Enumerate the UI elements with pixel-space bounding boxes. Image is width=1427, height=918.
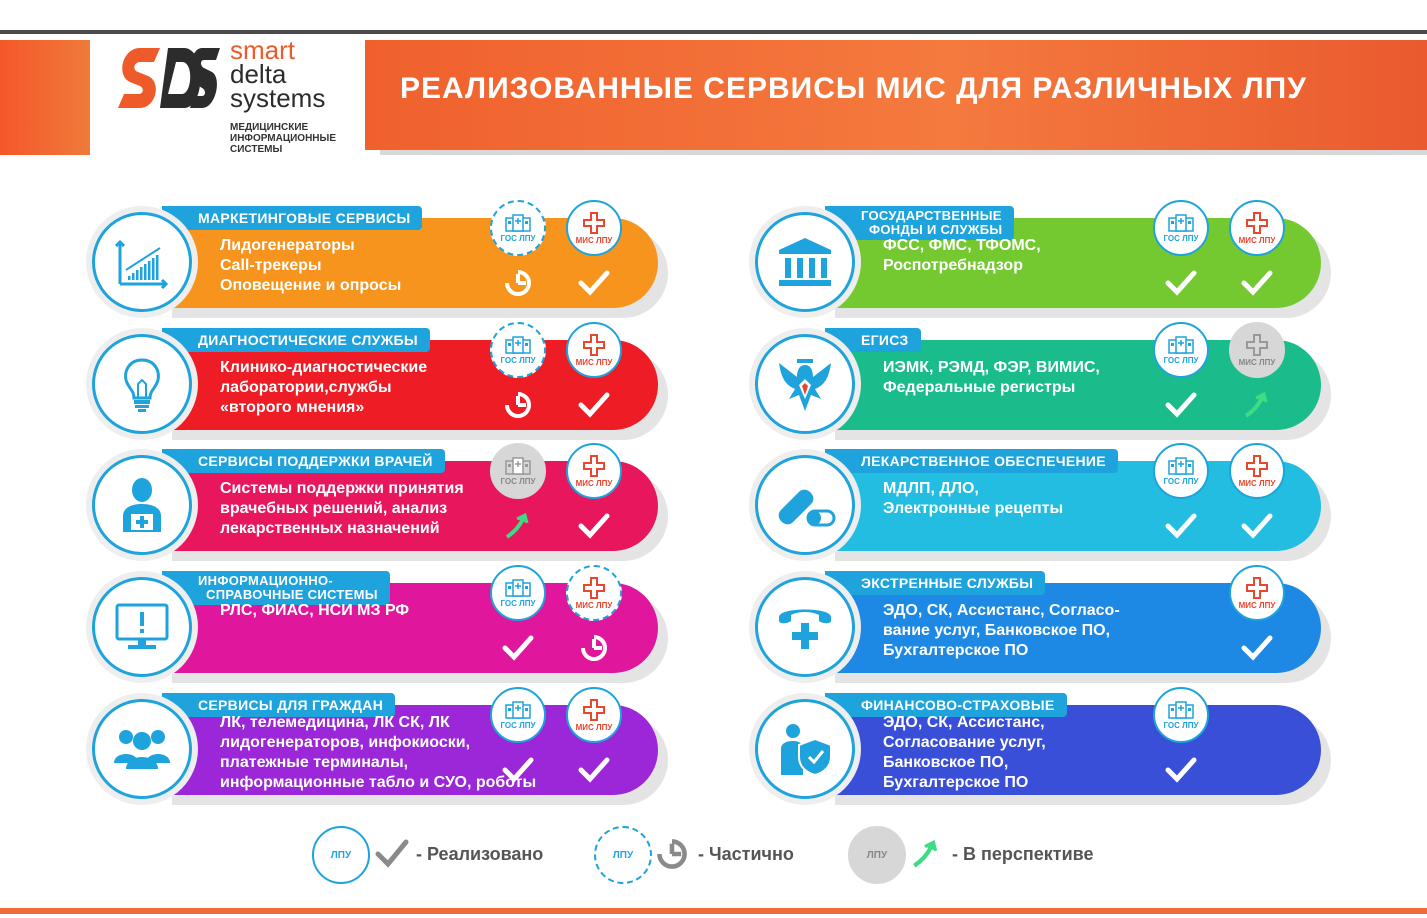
card-title-line-2: ФОНДЫ И СЛУЖБЫ — [869, 222, 1003, 237]
description-line: вание услуг, Банковское ПО, — [883, 622, 1111, 639]
badge-label: ГОС ЛПУ — [500, 598, 536, 608]
service-card — [755, 322, 1335, 442]
card-description — [883, 713, 1183, 793]
medical-cross-icon — [583, 334, 605, 356]
badge-label: ГОС ЛПУ — [1163, 476, 1199, 486]
government-building-icon — [775, 236, 835, 288]
legend-circle: ЛПУ — [312, 826, 370, 884]
check-icon — [1161, 509, 1201, 543]
card-icon-circle — [755, 455, 855, 555]
medical-cross-icon — [1246, 577, 1268, 599]
badge-label: ГОС ЛПУ — [1163, 720, 1199, 730]
badge-label: ГОС ЛПУ — [500, 233, 536, 243]
description-line: Call-трекеры — [220, 257, 322, 274]
badge-label: МИС ЛПУ — [575, 600, 613, 610]
check-icon — [498, 753, 538, 787]
card-icon-circle — [92, 455, 192, 555]
card-description — [883, 236, 1183, 276]
service-card — [755, 443, 1335, 563]
description-line: Бухгалтерское ПО — [883, 774, 1029, 791]
banner-left-stripe — [0, 40, 90, 155]
legend-circle: ЛПУ — [594, 826, 652, 884]
badge-label: ГОС ЛПУ — [1163, 233, 1199, 243]
gos-lpu-badge — [1153, 443, 1209, 499]
check-icon — [1161, 753, 1201, 787]
monitor-alert-icon — [114, 602, 170, 652]
service-card — [92, 565, 672, 685]
card-icon-circle — [755, 334, 855, 434]
card-title — [825, 206, 1014, 240]
footer-line — [0, 908, 1427, 914]
check-icon — [1237, 509, 1277, 543]
description-line: информационные табло и СУО, роботы — [220, 774, 537, 791]
check-icon — [1161, 266, 1201, 300]
description-line: Клинико-диагностические — [220, 359, 428, 376]
chart-icon — [114, 234, 170, 290]
service-card — [755, 565, 1335, 685]
service-card — [92, 200, 672, 320]
card-title — [825, 449, 1118, 473]
badge-label: МИС ЛПУ — [1238, 235, 1276, 245]
card-title-line-2: СПРАВОЧНЫЕ СИСТЕМЫ — [206, 587, 378, 602]
card-title-line-1: ДИАГНОСТИЧЕСКИЕ СЛУЖБЫ — [198, 332, 418, 348]
hospital-icon — [505, 457, 531, 475]
description-line: Электронные рецепты — [883, 500, 1064, 517]
medical-cross-icon — [1246, 212, 1268, 234]
hospital-icon — [505, 336, 531, 354]
check-icon — [574, 509, 614, 543]
check-icon — [574, 753, 614, 787]
medical-cross-icon — [583, 212, 605, 234]
medical-cross-icon — [1246, 334, 1268, 356]
medical-cross-icon — [583, 577, 605, 599]
logo-sub-2: ИНФОРМАЦИОННЫЕ — [230, 133, 336, 144]
logo-sub-1: МЕДИЦИНСКИЕ — [230, 122, 309, 133]
legend-label: - Частично — [698, 844, 794, 864]
card-title-line-1: ЕГИСЗ — [861, 332, 909, 348]
mis-lpu-badge — [566, 687, 622, 743]
eagle-emblem-icon — [775, 355, 835, 413]
description-line: Оповещение и опросы — [220, 277, 402, 294]
check-icon — [498, 631, 538, 665]
insurance-shield-icon — [777, 721, 833, 777]
gos-lpu-badge — [490, 200, 546, 256]
hospital-icon — [505, 579, 531, 597]
logo-word-2: delta — [230, 59, 287, 89]
service-card — [92, 687, 672, 807]
check-icon — [1161, 388, 1201, 422]
gos-lpu-badge — [490, 443, 546, 499]
service-card — [92, 322, 672, 442]
emergency-phone-icon — [775, 601, 835, 653]
gos-lpu-badge — [490, 565, 546, 621]
card-title — [162, 206, 422, 230]
hospital-icon — [505, 214, 531, 232]
card-title-line-1: ЛЕКАРСТВЕННОЕ ОБЕСПЕЧЕНИЕ — [861, 453, 1106, 469]
people-icon — [112, 727, 172, 771]
hospital-icon — [1168, 214, 1194, 232]
card-title-line-1: СЕРВИСЫ ДЛЯ ГРАЖДАН — [198, 697, 384, 713]
legend-label: - В перспективе — [952, 844, 1094, 864]
logo — [90, 34, 365, 158]
mis-lpu-badge — [1229, 322, 1285, 378]
logo-subtitle — [230, 122, 336, 155]
partial-icon — [574, 631, 614, 665]
partial-icon — [656, 838, 692, 872]
gos-lpu-badge — [1153, 322, 1209, 378]
card-icon-circle — [755, 212, 855, 312]
card-description — [220, 236, 520, 296]
legend-label: - Реализовано — [416, 844, 544, 864]
medical-cross-icon — [583, 455, 605, 477]
gos-lpu-badge — [1153, 687, 1209, 743]
badge-label: МИС ЛПУ — [575, 357, 613, 367]
check-icon — [574, 266, 614, 300]
gos-lpu-badge — [1153, 200, 1209, 256]
badge-label: ГОС ЛПУ — [500, 476, 536, 486]
card-title-line-1: МАРКЕТИНГОВЫЕ СЕРВИСЫ — [198, 210, 411, 226]
card-title-line-1: ФИНАНСОВО-СТРАХОВЫЕ — [861, 697, 1055, 713]
description-line: ФСС, ФМС, ТФОМС, — [883, 237, 1041, 254]
card-icon-circle — [92, 577, 192, 677]
mis-lpu-badge — [566, 200, 622, 256]
service-card — [755, 200, 1335, 320]
service-card — [92, 443, 672, 563]
card-description — [220, 601, 520, 621]
description-line: лекарственных назначений — [220, 520, 440, 537]
description-line: ИЭМК, РЭМД, ФЭР, ВИМИС, — [883, 359, 1100, 376]
pill-icon — [774, 481, 836, 529]
card-title-line-1: СЕРВИСЫ ПОДДЕРЖКИ ВРАЧЕЙ — [198, 453, 433, 469]
badge-label: МИС ЛПУ — [575, 235, 613, 245]
description-line: ЭДО, СК, Ассистанс, — [883, 714, 1045, 731]
card-description — [220, 358, 520, 418]
description-line: Роспотребнадзор — [883, 257, 1023, 274]
check-icon — [1237, 631, 1277, 665]
description-line: «второго мнения» — [220, 399, 365, 416]
hospital-icon — [505, 701, 531, 719]
mis-lpu-badge — [1229, 200, 1285, 256]
doctor-icon — [117, 476, 167, 534]
hospital-icon — [1168, 336, 1194, 354]
card-title-line-1: ЭКСТРЕННЫЕ СЛУЖБЫ — [861, 575, 1034, 591]
badge-label: МИС ЛПУ — [575, 478, 613, 488]
card-title — [162, 449, 445, 473]
check-icon — [374, 838, 410, 872]
badge-label: МИС ЛПУ — [575, 722, 613, 732]
future-arrow-icon — [498, 509, 538, 543]
description-line: врачебных решений, анализ — [220, 500, 448, 517]
medical-cross-icon — [583, 699, 605, 721]
description-line: ЛК, телемедицина, ЛК СК, ЛК — [220, 714, 450, 731]
mis-lpu-badge — [566, 443, 622, 499]
mis-lpu-badge — [566, 322, 622, 378]
description-line: лидогенераторов, инфокиоски, — [220, 734, 471, 751]
mis-lpu-badge — [1229, 565, 1285, 621]
partial-icon — [498, 388, 538, 422]
description-line: Системы поддержки принятия — [220, 480, 464, 497]
card-description — [883, 479, 1183, 519]
legend-circle: ЛПУ — [848, 826, 906, 884]
description-line: ЭДО, СК, Ассистанс, Согласо- — [883, 602, 1120, 619]
badge-label: ГОС ЛПУ — [500, 355, 536, 365]
card-description — [883, 601, 1183, 661]
card-title — [162, 571, 390, 605]
partial-icon — [498, 266, 538, 300]
sds-logo-icon — [110, 42, 222, 114]
description-line: лаборатории,службы — [220, 379, 392, 396]
hospital-icon — [1168, 701, 1194, 719]
badge-label: МИС ЛПУ — [1238, 600, 1276, 610]
gos-lpu-badge — [490, 687, 546, 743]
lightbulb-icon — [118, 356, 166, 412]
card-title-line-1: ГОСУДАРСТВЕННЫЕ — [861, 208, 1002, 223]
badge-label: ГОС ЛПУ — [1163, 355, 1199, 365]
mis-lpu-badge — [566, 565, 622, 621]
card-title-line-1: ИНФОРМАЦИОННО- — [198, 573, 334, 588]
card-icon-circle — [755, 699, 855, 799]
description-line: Лидогенераторы — [220, 237, 355, 254]
badge-label: МИС ЛПУ — [1238, 478, 1276, 488]
description-line: Банковское ПО, — [883, 754, 1009, 771]
logo-wordmark — [230, 35, 326, 113]
check-icon — [574, 388, 614, 422]
description-line: Бухгалтерское ПО — [883, 642, 1029, 659]
service-card — [755, 687, 1335, 807]
card-description — [220, 479, 520, 539]
card-description — [220, 713, 537, 793]
future-arrow-icon — [1237, 388, 1277, 422]
page-title: РЕАЛИЗОВАННЫЕ СЕРВИСЫ МИС ДЛЯ РАЗЛИЧНЫХ ЛПУ — [400, 72, 1307, 105]
logo-sub-3: СИСТЕМЫ — [230, 144, 283, 155]
description-line: платежные терминалы, — [220, 754, 409, 771]
card-title — [162, 328, 430, 352]
badge-label: МИС ЛПУ — [1238, 357, 1276, 367]
card-title — [825, 571, 1045, 595]
description-line: РЛС, ФИАС, НСИ МЗ РФ — [220, 602, 410, 619]
logo-word-3: systems — [230, 83, 326, 113]
future-arrow-icon — [910, 838, 946, 872]
check-icon — [1237, 266, 1277, 300]
description-line: Согласование услуг, — [883, 734, 1046, 751]
card-icon-circle — [92, 699, 192, 799]
description-line: МДЛП, ДЛО, — [883, 480, 979, 497]
logo-word-1: smart — [230, 35, 295, 65]
badge-label: ГОС ЛПУ — [500, 720, 536, 730]
medical-cross-icon — [1246, 455, 1268, 477]
card-icon-circle — [755, 577, 855, 677]
banner-shadow — [380, 150, 1427, 155]
hospital-icon — [1168, 457, 1194, 475]
gos-lpu-badge — [490, 322, 546, 378]
card-description — [883, 358, 1183, 398]
description-line: Федеральные регистры — [883, 379, 1076, 396]
mis-lpu-badge — [1229, 443, 1285, 499]
card-icon-circle — [92, 334, 192, 434]
card-icon-circle — [92, 212, 192, 312]
